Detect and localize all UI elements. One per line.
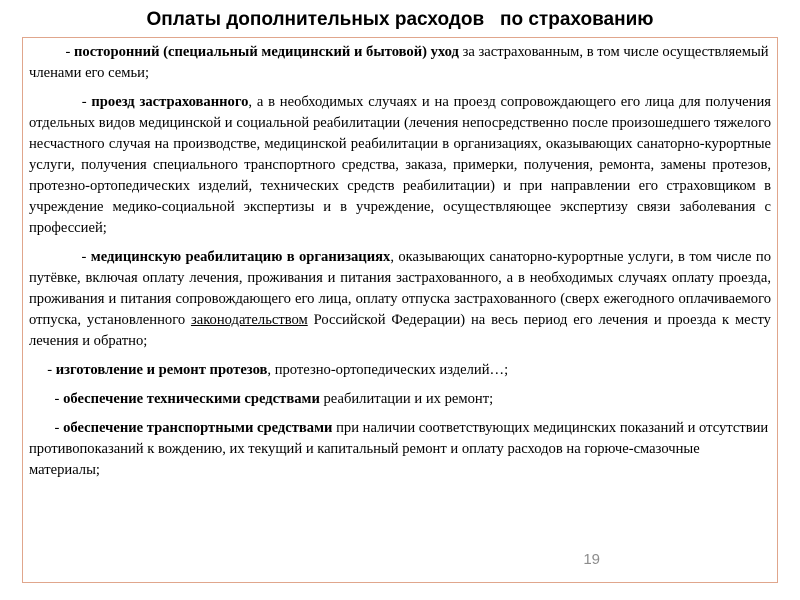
paragraph-prefix: - [29,391,64,407]
paragraph-text: , оказывающих санаторно-курортные услуги, в том числе по путёвке, включая оплату лечения, проживания и питания застрахованного, а в необходимых случаях оплату проезда, проживания и питания сопровождающего его лица, оплату отпуска застрахованного (сверх ежегодного оплачиваемого отпуска, установленного [29,249,775,328]
paragraph-prefix: - [29,362,56,378]
paragraph-text: Российской Федерации) на весь период его лечения и проезда к месту лечения и обратно; [29,312,775,349]
paragraph-bold: медицинскую реабилитацию в организациях [90,249,391,265]
page-number: 19 [583,551,600,568]
paragraph-prostheses [29,360,771,381]
legislation-link[interactable]: законодательством [190,312,308,328]
paragraph-text: за застрахованным, в том числе осуществляемый членами его семьи; [29,44,773,81]
paragraph-prefix: - [29,94,92,110]
paragraph-prefix: - [29,420,64,436]
paragraph-text: при наличии соответствующих медицинских показаний и отсутствии противопоказаний к вождению, их текущий и капитальный ремонт и оплату расходов на горюче-смазочные материалы; [29,420,772,478]
paragraph-text: , а в необходимых случаях и на проезд сопровождающего его лица для получения отдельных видов медицинской и социальной реабилитации (лечения непосредственно после произошедшего тяжелого несчастного случая на производстве, медицинской реабилитации в организациях, оказывающих санаторно-курортные услуги, получения специального транспортного средства, заказа, примерки, получения, ремонта, замены протезов, протезно-ортопедических изделий, технических средств реабилитации) и при направлении его страховщиком в учреждение медико-социальной экспертизы и в учреждение, осуществляющее экспертизу связи заболевания с профессией; [29,94,775,236]
paragraph-bold: обеспечение техническими средствами [63,391,320,407]
paragraph-prefix: - [29,44,74,60]
paragraph-text: , протезно-ортопедических изделий…; [267,362,509,378]
paragraph-text: реабилитации и их ремонт; [319,391,494,407]
content-box [22,37,778,583]
paragraph-bold: обеспечение транспортными средствами [63,420,333,436]
paragraph-vehicles [29,418,771,481]
paragraph-care [29,42,771,84]
paragraph-bold: изготовление и ремонт протезов [55,362,268,378]
paragraph-prefix: - [29,249,91,265]
paragraph-travel [29,92,775,239]
paragraph-rehabilitation [29,247,775,352]
paragraph-bold: проезд застрахованного [91,94,249,110]
slide-title: Оплаты дополнительных расходов по страхованию [146,9,654,30]
paragraph-technical-means [29,389,771,410]
paragraph-bold: посторонний (специальный медицинский и бытовой) уход [74,44,459,60]
